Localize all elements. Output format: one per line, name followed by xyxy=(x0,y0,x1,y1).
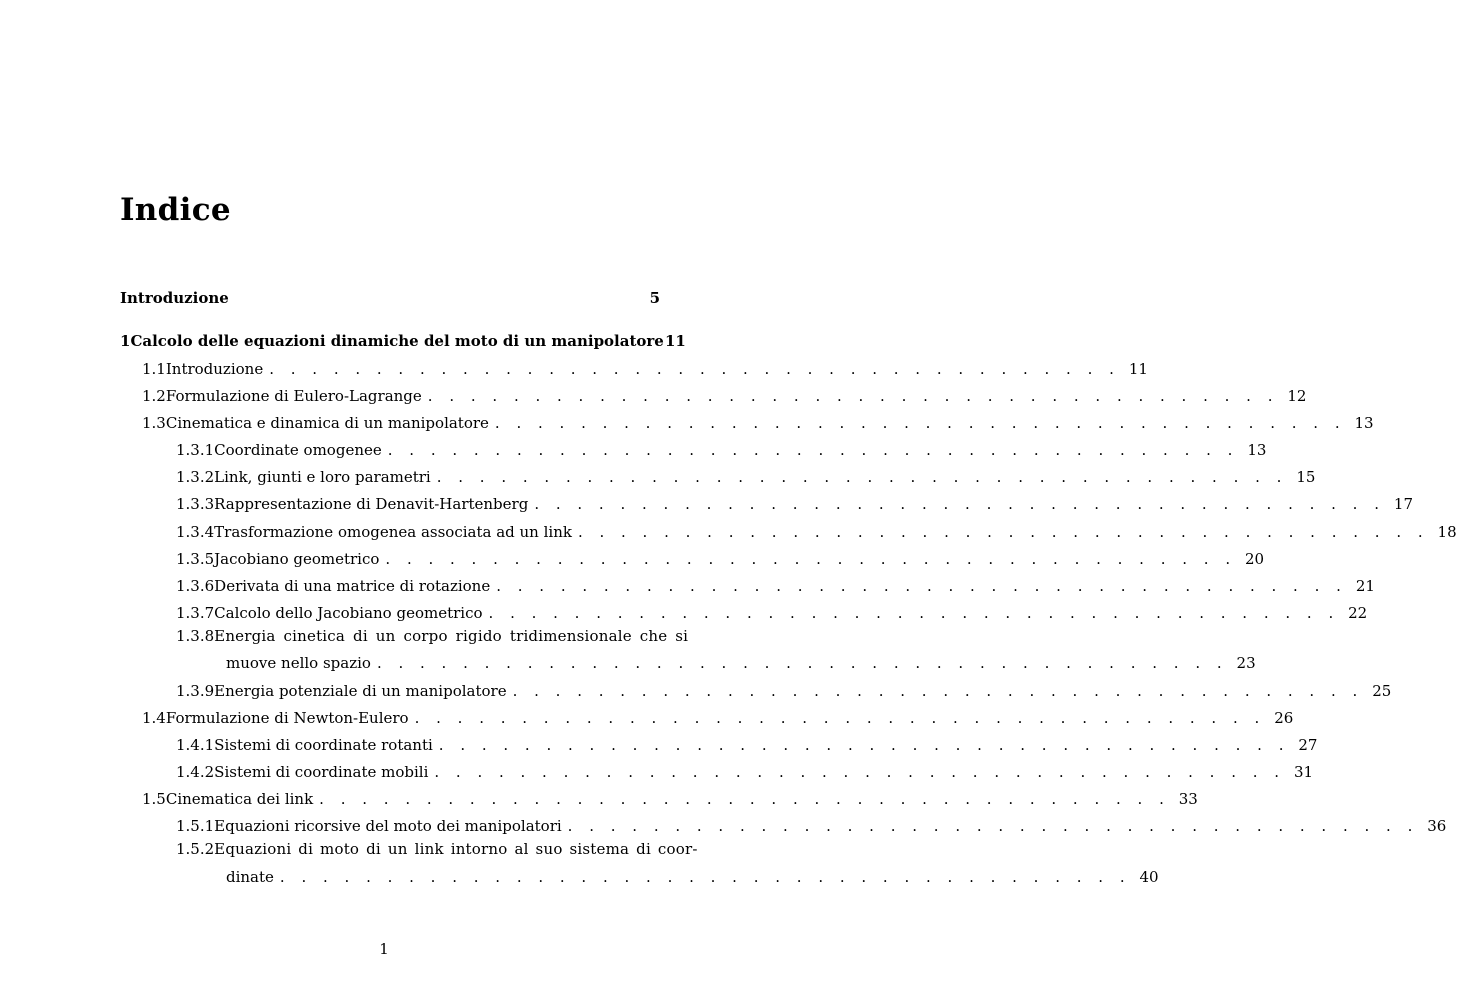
toc-entry-1-5-2-continued[interactable] xyxy=(226,865,1159,889)
toc-entry-title: Link, giunti e loro parametri xyxy=(214,468,431,486)
toc-entry-1-3-4[interactable] xyxy=(176,520,1457,544)
toc-entry-page: 12 xyxy=(1287,387,1307,405)
toc-entry-number: 1.3 xyxy=(142,414,166,432)
toc-leader-dots: . . . . . . . . . . . . . . . . . . . . . . . . . . . . . . . . . . . . . . . . xyxy=(488,604,1340,622)
toc-entry-page: 13 xyxy=(1354,414,1374,432)
toc-entry-title: dinate xyxy=(226,868,274,886)
toc-leader-dots: . . . . . . . . . . . . . . . . . . . . . . . . . . . . . . . . . . . . . . . . xyxy=(577,523,1429,541)
toc-leader-dots: . . . . . . . . . . . . . . . . . . . . . . . . . . . . . . . . . . . . . . . . xyxy=(496,577,1347,595)
toc-leader-dots: . . . . . . . . . . . . . . . . . . . . . . . . . . . . . . . . . . . . . . . . xyxy=(385,550,1237,568)
toc-entry-title: Trasformazione omogenea associata ad un link xyxy=(214,523,572,541)
toc-entry-1-3-7[interactable] xyxy=(176,601,1368,625)
toc-leader-dots: . . . . . . . . . . . . . . . . . . . . . . . . . . . . . . . . . . . . . . . . xyxy=(376,654,1228,672)
toc-entry-page: 13 xyxy=(1247,441,1267,459)
toc-entry-1-5-1[interactable] xyxy=(176,814,1447,838)
toc-entry-page: 33 xyxy=(1178,790,1198,808)
toc-entry-number: 1.4 xyxy=(142,709,166,727)
toc-entry-1-3-2[interactable] xyxy=(176,465,1316,489)
toc-entry-number: 1.3.6 xyxy=(176,577,215,595)
toc-entry-title: Cinematica dei link xyxy=(165,790,314,808)
toc-entry-number: 1.4.1 xyxy=(176,736,215,754)
toc-leader-dots: . . . . . . . . . . . . . . . . . . . . . . . . . . . . . . . . . . . . . . . . xyxy=(436,468,1288,486)
toc-entry-title: muove nello spazio xyxy=(226,654,371,672)
toc-leader-dots: . . . . . . . . . . . . . . . . . . . . . . . . . . . . . . . . . . . . . . . . xyxy=(438,736,1290,754)
toc-entry-title: Formulazione di Eulero-Lagrange xyxy=(165,387,422,405)
toc-entry-chapter-1[interactable] xyxy=(120,329,686,353)
toc-entry-number: 1.3.3 xyxy=(176,495,215,513)
toc-entry-title: Calcolo dello Jacobiano geometrico xyxy=(214,604,483,622)
toc-entry-number: 1.3.8 xyxy=(176,627,215,645)
toc-entry-title: Sistemi di coordinate rotanti xyxy=(214,736,433,754)
toc-entry-title: Jacobiano geometrico xyxy=(214,550,380,568)
toc-entry-1-4[interactable] xyxy=(142,706,1294,730)
toc-entry-page: 23 xyxy=(1236,654,1256,672)
toc-entry-number: 1 xyxy=(120,332,131,350)
toc-leader-dots: . . . . . . . . . . . . . . . . . . . . . . . . . . . . . . . . . . . . . . . . xyxy=(434,763,1286,781)
toc-entry-title: Equazioni ricorsive del moto dei manipolatori xyxy=(214,817,562,835)
toc-entry-title: Coordinate omogenee xyxy=(214,441,382,459)
toc-entry-number: 1.5 xyxy=(142,790,166,808)
toc-entry-1-3[interactable] xyxy=(142,411,1374,435)
toc-leader-dots: . . . . . . . . . . . . . . . . . . . . . . . . . . . . . . . . . . . . . . . . xyxy=(319,790,1170,808)
toc-entry-number: 1.3.7 xyxy=(176,604,215,622)
toc-entry-page: 5 xyxy=(649,289,660,307)
toc-entry-title: Introduzione xyxy=(120,289,229,307)
toc-entry-title: Formulazione di Newton-Eulero xyxy=(165,709,409,727)
toc-entry-page: 27 xyxy=(1298,736,1318,754)
toc-entry-title: Sistemi di coordinate mobili xyxy=(214,763,429,781)
toc-entry-number: 1.3.2 xyxy=(176,468,215,486)
toc-entry-number: 1.3.1 xyxy=(176,441,215,459)
toc-entry-number: 1.5.2 xyxy=(176,840,215,858)
toc-entry-introduzione[interactable] xyxy=(120,286,660,310)
toc-entry-page: 11 xyxy=(1128,360,1148,378)
toc-entry-1-3-1[interactable] xyxy=(176,438,1267,462)
toc-entry-1-3-5[interactable] xyxy=(176,547,1265,571)
toc-entry-page: 20 xyxy=(1245,550,1265,568)
toc-entry-1-3-9[interactable] xyxy=(176,679,1392,703)
toc-leader-dots: . . . . . . . . . . . . . . . . . . . . . . . . . . . . . . . . . . . . . . . . xyxy=(494,414,1346,432)
toc-entry-title: Energia cinetica di un corpo rigido tridimensionale che si xyxy=(214,627,689,645)
toc-entry-1-5[interactable] xyxy=(142,787,1198,811)
toc-entry-page: 22 xyxy=(1348,604,1368,622)
toc-leader-dots: . . . . . . . . . . . . . . . . . . . . . . . . . . . . . . . . . . . . . . . . xyxy=(567,817,1419,835)
toc-entry-1-5-2[interactable] xyxy=(176,837,698,861)
toc-entry-page: 25 xyxy=(1372,682,1392,700)
toc-entry-page: 11 xyxy=(664,332,686,350)
toc-leader-dots: . . . . . . . . . . . . . . . . . . . . . . . . . . . . . . . . . . . . . . . . xyxy=(269,360,1120,378)
toc-entry-page: 15 xyxy=(1296,468,1316,486)
toc-entry-1-1[interactable] xyxy=(142,357,1148,381)
toc-entry-page: 21 xyxy=(1355,577,1375,595)
toc-leader-dots: . . . . . . . . . . . . . . . . . . . . . . . . . . . . . . . . . . . . . . . . xyxy=(427,387,1279,405)
toc-entry-number: 1.5.1 xyxy=(176,817,215,835)
toc-entry-page: 26 xyxy=(1274,709,1294,727)
toc-entry-title: Rappresentazione di Denavit-Hartenberg xyxy=(214,495,529,513)
toc-leader-dots: . . . . . . . . . . . . . . . . . . . . . . . . . . . . . . . . . . . . . . . . xyxy=(512,682,1364,700)
toc-leader-dots: . . . . . . . . . . . . . . . . . . . . . . . . . . . . . . . . . . . . . . . . xyxy=(534,495,1385,513)
toc-entry-number: 1.4.2 xyxy=(176,763,215,781)
toc-entry-title: Cinematica e dinamica di un manipolatore xyxy=(165,414,489,432)
toc-entry-number: 1.3.5 xyxy=(176,550,215,568)
toc-entry-number: 1.3.9 xyxy=(176,682,215,700)
toc-leader-dots: . . . . . . . . . . . . . . . . . . . . . . . . . . . . . . . . . . . . . . . . xyxy=(279,868,1131,886)
toc-entry-page: 40 xyxy=(1139,868,1159,886)
toc-entry-title: Calcolo delle equazioni dinamiche del moto di un manipolatore xyxy=(130,332,664,350)
toc-entry-1-4-1[interactable] xyxy=(176,733,1318,757)
toc-entry-number: 1.3.4 xyxy=(176,523,215,541)
toc-entry-page: 31 xyxy=(1293,763,1314,781)
page-number: 1 xyxy=(379,940,389,958)
toc-entry-title: Derivata di una matrice di rotazione xyxy=(214,577,491,595)
toc-entry-1-3-3[interactable] xyxy=(176,492,1413,516)
toc-entry-1-2[interactable] xyxy=(142,384,1307,408)
toc-entry-number: 1.2 xyxy=(142,387,166,405)
toc-entry-1-3-8-continued[interactable] xyxy=(226,651,1256,675)
toc-entry-number: 1.1 xyxy=(142,360,166,378)
page-title: Indice xyxy=(120,192,231,228)
toc-entry-title: Energia potenziale di un manipolatore xyxy=(214,682,507,700)
toc-entry-1-3-8[interactable] xyxy=(176,624,689,648)
toc-entry-page: 36 xyxy=(1427,817,1447,835)
toc-leader-dots: . . . . . . . . . . . . . . . . . . . . . . . . . . . . . . . . . . . . . . . . xyxy=(414,709,1266,727)
toc-entry-title: Introduzione xyxy=(165,360,264,378)
toc-entry-page: 17 xyxy=(1393,495,1413,513)
toc-entry-title: Equazioni di moto di un link intorno al suo sistema di coor- xyxy=(214,840,698,858)
toc-entry-1-3-6[interactable] xyxy=(176,574,1375,598)
toc-entry-1-4-2[interactable] xyxy=(176,760,1314,784)
toc-entry-page: 18 xyxy=(1437,523,1457,541)
toc-leader-dots: . . . . . . . . . . . . . . . . . . . . . . . . . . . . . . . . . . . . . . . . xyxy=(387,441,1239,459)
